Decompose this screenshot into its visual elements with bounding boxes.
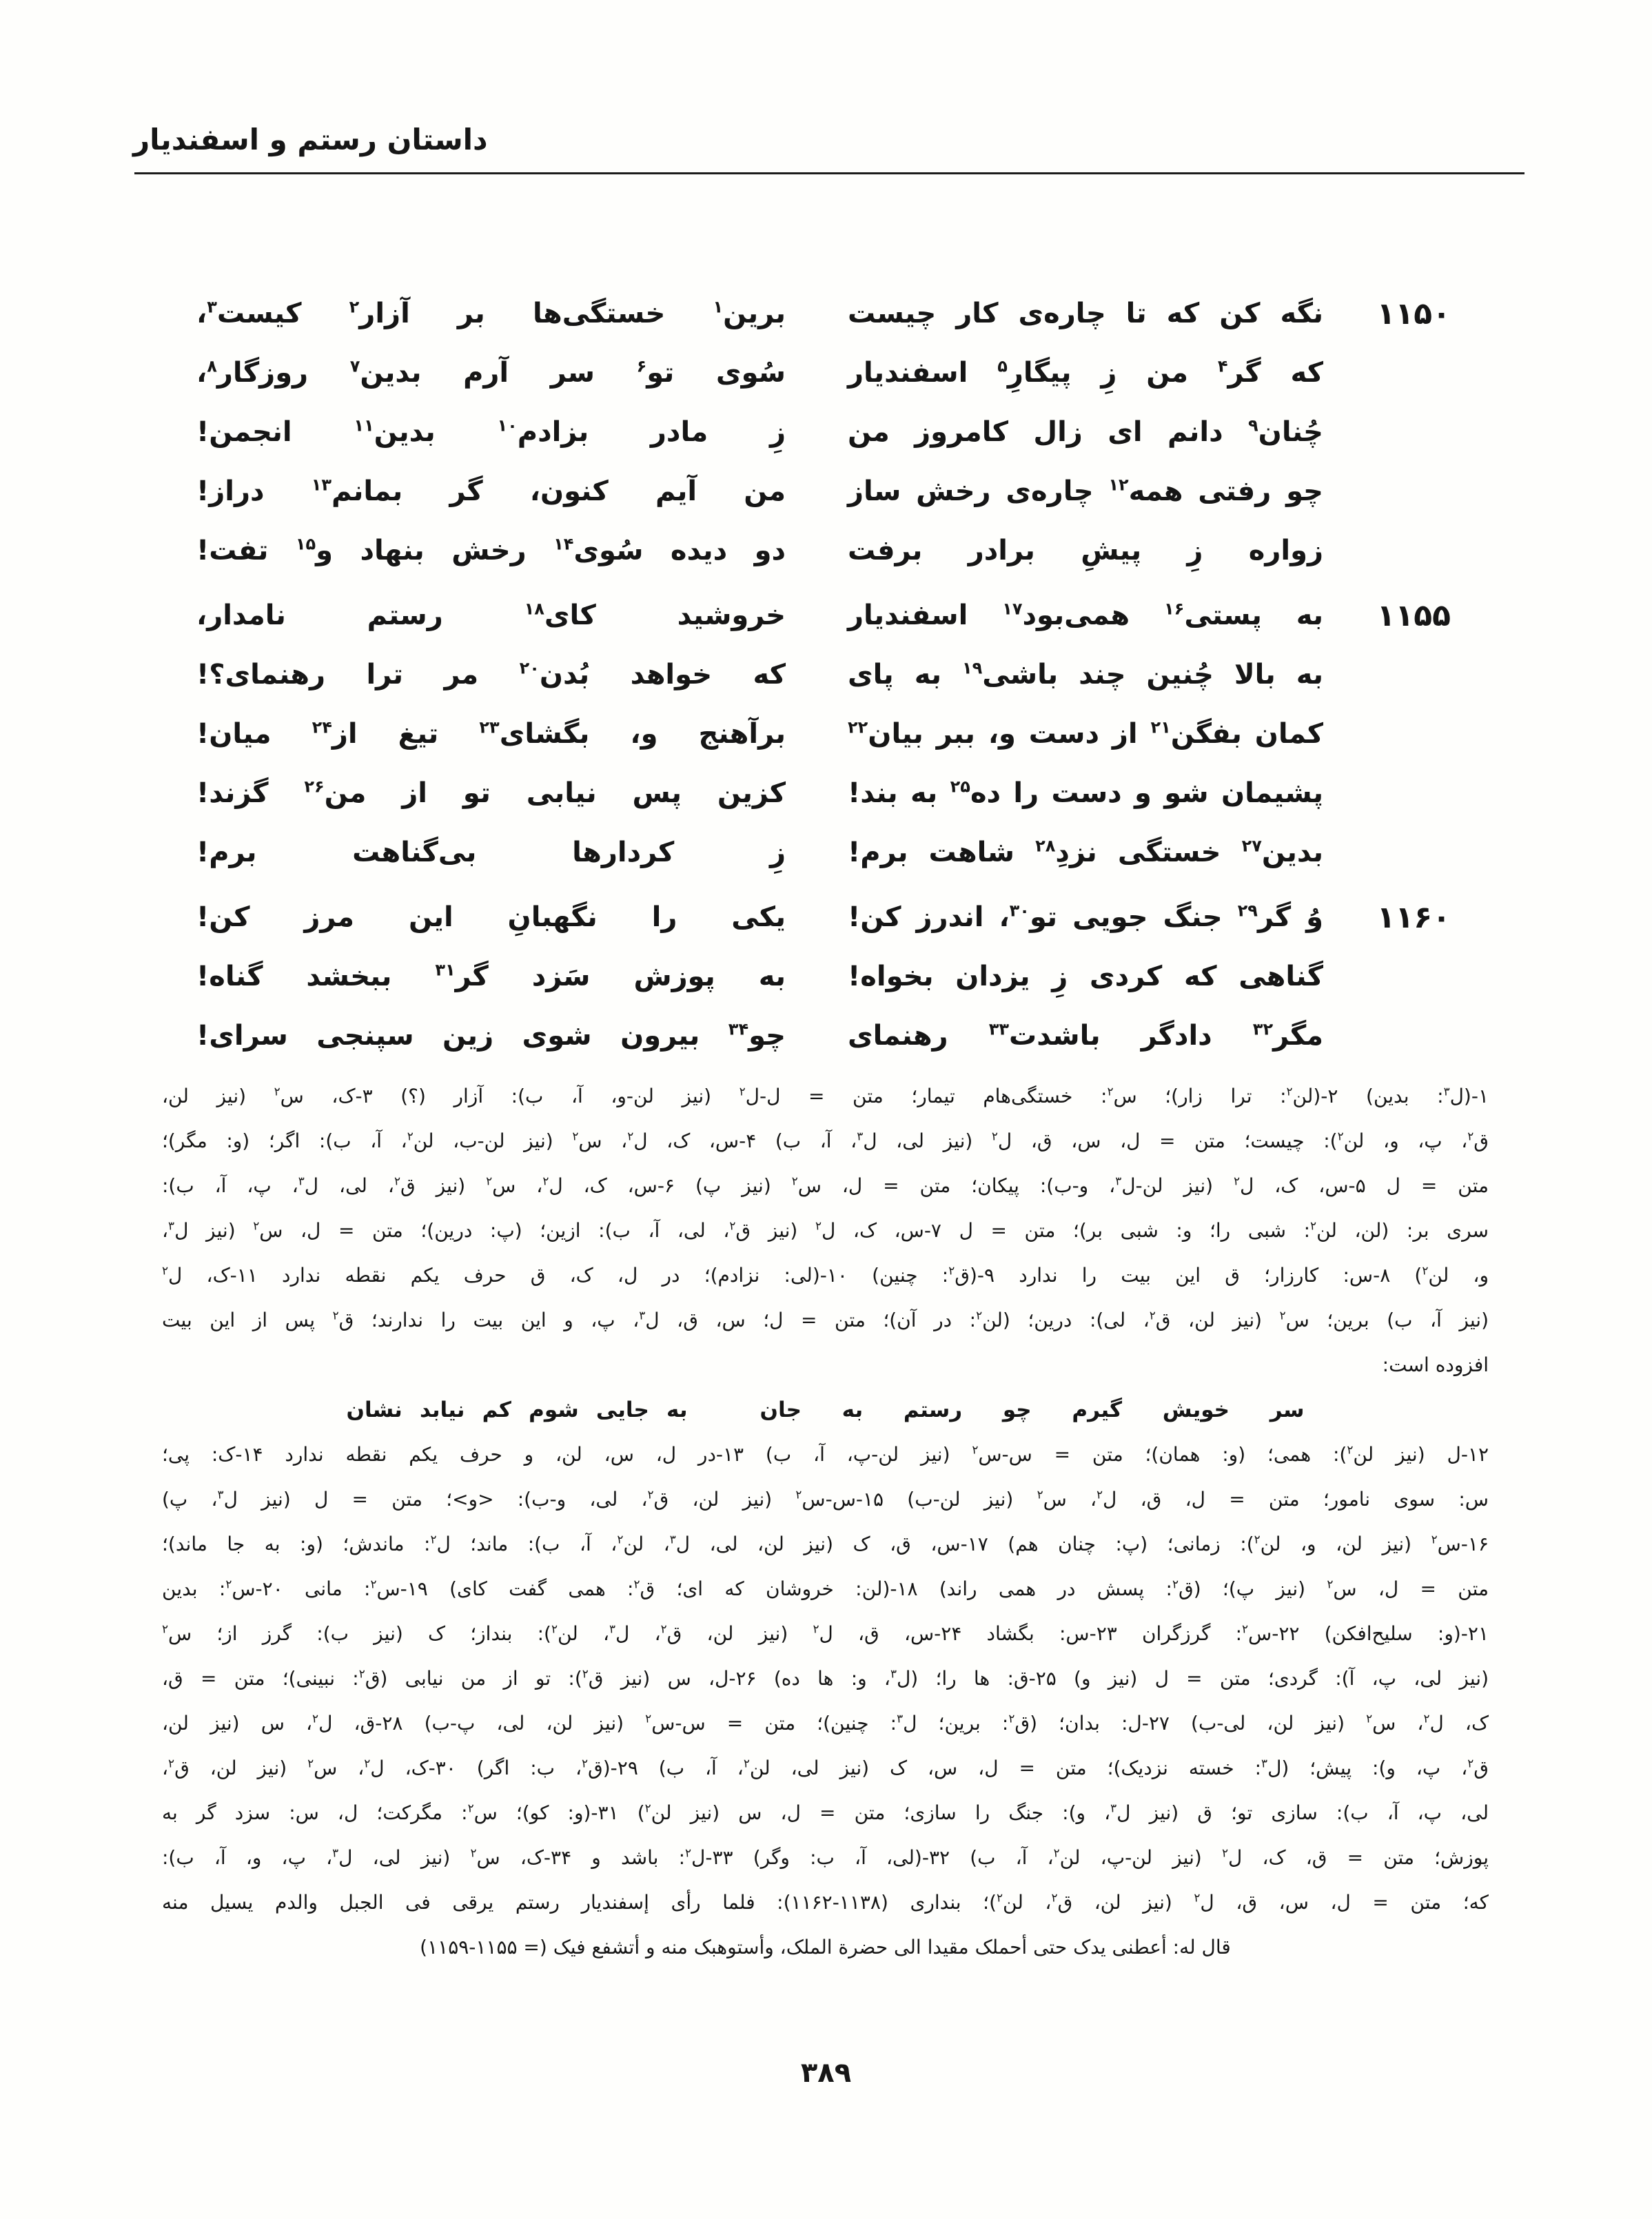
verse-number: ۱۱۵۵: [1376, 597, 1451, 633]
hemistich-right: پشیمان شو و دست را ده$^{۲۵}$ به بند!: [848, 777, 1323, 809]
hemistich-left: کزین پس نیابی تو از من$^{۲۶}$ گزند!: [196, 777, 786, 809]
hemistich-right: زواره زِ پیشِ برادر برفت: [848, 535, 1323, 566]
apparatus-line: متن = ل ۵-س، ک، ل$^۲$ (نیز لن-ل$^۳$، و-ب): پیکان؛ متن = ل، س$^۲$ (نیز پ) ۶-س، ک، ل$^۲$، س$^۲$ (نیز ق$^۲$، لی، ل$^۳$، پ، آ، ب):: [162, 1174, 1489, 1197]
stanza-1150: [0, 284, 1451, 580]
stanza-1155: [0, 586, 1451, 882]
hemistich-left: سُوی تو$^۶$ سر آرم بدین$^۷$ روزگار$^۸$،: [196, 356, 786, 389]
running-head-title: داستان رستم و اسفندیار: [133, 123, 488, 156]
hemistich-left: خروشید کای$^{۱۸}$ رستم نامدار،: [196, 599, 786, 631]
apparatus-line: و، لن$^۲$) ۸-س: کارزار؛ ق این بیت را ندارد ۹-(ق$^۲$: چنین) ۱۰-(لی: نزادم)؛ در ل، ک، ق حرف یکم نقطه ندارد ۱۱-ک، ل$^۲$: [162, 1263, 1489, 1287]
apparatus-line: س: سوی نامور؛ متن = ل، ق، ل$^۲$، س$^۲$ (نیز لن-ب) ۱۵-س-س$^۲$ (نیز لن، ق$^۲$، لی، و-ب): <و>؛ متن = ل (نیز ل$^۳$، پ): [162, 1487, 1489, 1511]
verse-row: [0, 343, 1451, 402]
hemistich-left: برآهنج و، بگشای$^{۲۳}$ تیغ از$^{۲۴}$ میان!: [196, 717, 786, 750]
apparatus-line: ق$^۲$، پ، و): پیش؛ (ل$^۳$: خسته نزدیک)؛ متن = ل، س، ک (نیز لی، لن$^۲$، آ، ب) ۲۹-(ق$^۲$، ب: اگر) ۳۰-ک، ل$^۲$، س$^۲$ (نیز لن، ق$^۲$،: [162, 1756, 1489, 1779]
verse-row: [0, 521, 1451, 580]
apparatus-line: متن = ل، س$^۲$ (نیز پ)؛ (ق$^۲$: پسش در همی راند) ۱۸-(لن: خروشان که ای؛ ق$^۲$: همی گفت کای) ۱۹-س$^۲$: مانی ۲۰-س$^۲$: بدین: [162, 1577, 1489, 1600]
apparatus-line: پوزش؛ متن = ق، ک، ل$^۲$ (نیز لن-پ، لن$^۲$، آ، ب) ۳۲-(لی، آ، ب: وگر) ۳۳-ل$^۲$: باشد و ۳۴-ک، س$^۲$ (نیز لی، ل$^۳$، پ، و، آ، ب):: [162, 1845, 1489, 1869]
hemistich-right: چُنان$^۹$ دانم ای زال کامروز من: [848, 416, 1323, 448]
hemistich-left: یکی را نگهبانِ این مرز کن!: [196, 901, 786, 933]
hemistich-right: مگر$^{۳۲}$ دادگر باشدت$^{۳۳}$ رهنمای: [848, 1019, 1324, 1052]
added-verse-hemistich-left: به جایی شوم کم نیابد نشان: [346, 1397, 688, 1422]
stanza-1160: [0, 888, 1451, 1065]
hemistich-right: بدین$^{۲۷}$ خستگی نزدِ$^{۲۸}$ شاهت برم!: [848, 836, 1324, 868]
apparatus-line: که؛ متن = ل، س، ق، ل$^۲$ (نیز لن، ق$^۲$، لن$^۲$)؛ بنداری (۱۱۳۸-۱۱۶۲): فلما رأی إسفندیار رستم یرقی فی الجبل والدم یسیل منه: [162, 1890, 1489, 1914]
page-number: ۳۸۹: [800, 2057, 852, 2089]
hemistich-left: چو$^{۳۴}$ بیرون شوی زین سپنجی سرای!: [196, 1019, 786, 1052]
verse-row: [0, 402, 1451, 462]
verse-row: [0, 1006, 1451, 1065]
hemistich-left: به پوزش سَزد گر$^{۳۱}$ ببخشد گناه!: [196, 960, 786, 992]
apparatus-line: لی، پ، آ، ب): سازی تو؛ ق (نیز ل$^۳$، و): جنگ را سازی؛ متن = ل، س (نیز لن$^۲$) ۳۱-(و: کو)؛ س$^۲$: مگرکت؛ ل، س: سزد گر به: [162, 1801, 1489, 1824]
hemistich-left: زِ کردارها بی‌گناهت برم!: [196, 837, 786, 868]
verse-row: [0, 462, 1451, 521]
apparatus-line: ۱۲-ل (نیز لن$^۲$): همی؛ (و: همان)؛ متن = س-س$^۲$ (نیز لن-پ، آ، ب) ۱۳-در ل، س، لن، و حرف یکم نقطه ندارد ۱۴-ک: پی؛: [162, 1442, 1489, 1466]
verse-row: [0, 764, 1451, 823]
verse-row: [0, 947, 1451, 1006]
hemistich-right: به بالا چُنین چند باشی$^{۱۹}$ به پای: [848, 658, 1324, 691]
verse-row: [0, 586, 1451, 645]
verse-number: ۱۱۶۰: [1376, 899, 1451, 935]
hemistich-left: برین$^۱$ خستگی‌ها بر آزار$^۲$ کیست$^۳$،: [196, 297, 786, 329]
apparatus-line: ۱-(ل$^۳$: بدین) ۲-(لن$^۲$: ترا زار)؛ س$^۲$: خستگی‌هام تیمار؛ متن = ل-ل$^۲$ (نیز لن-و، آ، ب): آزار (؟) ۳-ک، س$^۲$ (نیز لن،: [162, 1084, 1489, 1107]
verse-row: [0, 645, 1451, 704]
hemistich-right: گناهی که کردی زِ یزدان بخواه!: [848, 961, 1323, 992]
verse-number: ۱۱۵۰: [1376, 296, 1451, 331]
critical-apparatus: [162, 1074, 1489, 1970]
apparatus-line: ق$^۲$، پ، و، لن$^۲$): چیست؛ متن = ل، س، ق، ل$^۲$ (نیز لی، ل$^۳$، آ، ب) ۴-س، ک، ل$^۲$، س$^۲$ (نیز لن-ب، لن$^۲$، آ، ب): اگر؛ (و: مگر)؛: [162, 1129, 1489, 1152]
hemistich-right: نگه کن که تا چاره‌ی کار چیست: [848, 298, 1323, 329]
apparatus-line: (نیز آ، ب) برین؛ س$^۲$ (نیز لن، ق$^۲$، لی): درین؛ (لن$^۲$: در آن)؛ متن = ل؛ س، ق، ل$^۳$، پ، و این بیت را ندارند؛ ق$^۲$ پس از این بیت: [162, 1308, 1489, 1331]
header-rule: [134, 172, 1524, 174]
apparatus-added-verse: [162, 1387, 1489, 1432]
verse-row: [0, 823, 1451, 882]
apparatus-line: ۱۶-س$^۲$ (نیز لن، و، لن$^۲$): زمانی؛ (پ: چنان هم) ۱۷-س، ق، ک (نیز لن، لی، ل$^۳$، لن$^۲$، آ، ب): ماند؛ ل$^۲$: ماندش؛ (و: به جا ماند)؛: [162, 1532, 1489, 1555]
poem: [0, 284, 1652, 1071]
apparatus-line: سری بر: (لن، لن$^۲$: شبی را؛ و: شبی بر)؛ متن = ل ۷-س، ک، ل$^۲$ (نیز ق$^۲$، لی، آ، ب): ازین؛ (پ: درین)؛ متن = ل، س$^۲$ (نیز ل$^۳$،: [162, 1218, 1489, 1242]
hemistich-right: وُ گر$^{۲۹}$ جنگ جویی تو$^{۳۰}$، اندرز کن!: [848, 901, 1323, 933]
verse-row: [0, 284, 1451, 343]
apparatus-added-note: افزوده است:: [1382, 1353, 1489, 1376]
verse-row: [0, 888, 1451, 947]
added-verse-hemistich-right: سر خویش گیرم چو رستم به جان: [759, 1397, 1305, 1422]
hemistich-right: که گر$^۴$ من زِ پیگارِ$^۵$ اسفندیار: [848, 356, 1323, 389]
apparatus-line: (نیز لی، پ، آ): گردی؛ متن = ل (نیز و) ۲۵-ق: ها را؛ (ل$^۳$، و: ها ده) ۲۶-ل، س (نیز ق$^۲$): تو از من نیابی (ق$^۲$: نبینی)؛ متن = ق،: [162, 1666, 1489, 1690]
verse-row: [0, 704, 1451, 764]
hemistich-right: به پستی$^{۱۶}$ همی‌بود$^{۱۷}$ اسفندیار: [848, 599, 1323, 631]
hemistich-left: دو دیده سُوی$^{۱۴}$ رخش بنهاد و$^{۱۵}$ تفت!: [196, 534, 786, 566]
hemistich-left: من آیم کنون، گر بمانم$^{۱۳}$ دراز!: [196, 475, 786, 507]
hemistich-left: که خواهد بُدن$^{۲۰}$ مر ترا رهنمای؟!: [196, 658, 786, 691]
hemistich-right: چو رفتی همه$^{۱۲}$ چاره‌ی رخش ساز: [848, 475, 1323, 507]
apparatus-line: ۲۱-(و: سلیح‌افکن) ۲۲-س$^۲$: گرزگران ۲۳-س: بگشاد ۲۴-س، ق، ل$^۲$ (نیز لن، ق$^۲$، ل$^۳$، لن$^۲$): بنداز؛ ک (نیز ب): گرز از؛ س$^۲$: [162, 1622, 1489, 1645]
hemistich-right: کمان بفگن$^{۲۱}$ از دست و، ببر بیان$^{۲۲}$: [848, 717, 1323, 750]
apparatus-line: ک، ل$^۲$، س$^۲$ (نیز لن، لی-ب) ۲۷-ل: بدان؛ (ق$^۲$: برین؛ ل$^۳$: چنین)؛ متن = س-س$^۲$ (نیز لن، لی، پ-ب) ۲۸-ق، ل$^۲$، س (نیز لن،: [162, 1711, 1489, 1735]
apparatus-closing-line: قال له: أعطنی یدک حتی أحملک مقیدا الی حضرة الملک، وأستوهبک منه و أتشفع فیک (= ۱۱۵۵-۱۱۵۹): [420, 1936, 1231, 1959]
hemistich-left: زِ مادر بزادم$^{۱۰}$ بدین$^{۱۱}$ انجمن!: [196, 416, 786, 448]
